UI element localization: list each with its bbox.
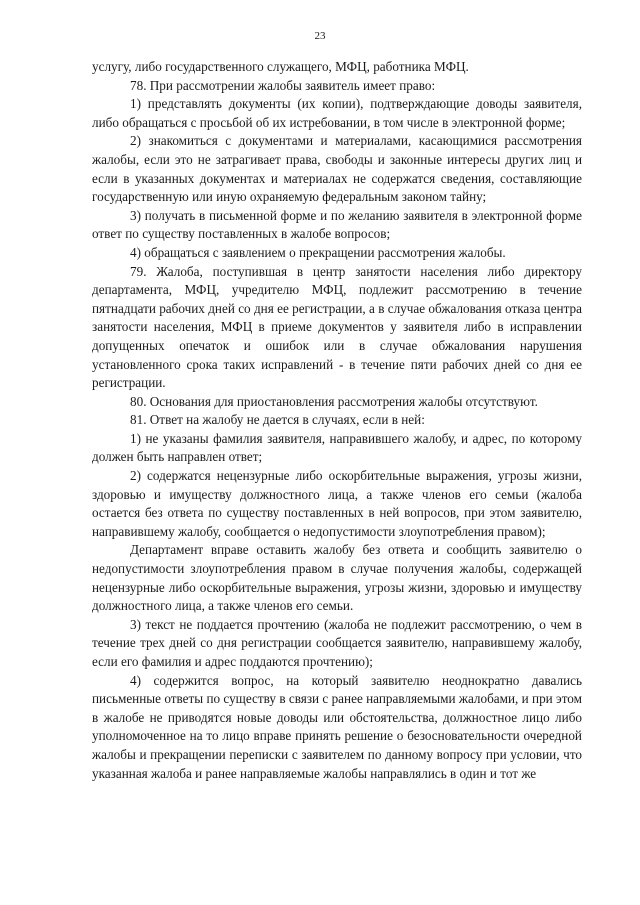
page-number: 23 bbox=[314, 30, 326, 42]
paragraph-78-item-4: 4) обращаться с заявлением о прекращении рассмотрения жалобы. bbox=[130, 244, 506, 260]
paragraph-78-item-3: 3) получать в письменной форме и по желанию заявителя в электронной форме ответ по существу поставленных в жалобе вопросов; bbox=[92, 207, 582, 242]
paragraph-78-item-1: 1) представлять документы (их копии), подтверждающие доводы заявителя, либо обращаться с просьбой об их истребовании, в том числе в электронной форме; bbox=[92, 96, 582, 130]
paragraph-81-item-3: 3) текст не поддается прочтению (жалоба не подлежит рассмотрению, о чем в течение трех дней со дня регистрации сообщается заявителю, направившему жалобу, если его фамилия и адрес поддаются прочтению); bbox=[92, 616, 582, 669]
paragraph-81-heading: 81. Ответ на жалобу не дается в случаях, если в ней: bbox=[130, 412, 425, 428]
paragraph-continuation: услугу, либо государственного служащего, МФЦ, работника МФЦ. bbox=[92, 59, 469, 74]
paragraph-81-item-2: 2) содержатся нецензурные либо оскорбительные выражения, угрозы жизни, здоровью и имуществу должностного лица, а также членов его семьи (жалоба остается без ответа по существу поставленных в ней вопросов, при этом заявителю, направившему жалобу, сообщается о недопустимости злоупотребления правом); bbox=[92, 468, 582, 539]
paragraph-80: 80. Основания для приостановления рассмотрения жалобы отсутствуют. bbox=[130, 393, 538, 409]
paragraph-81-item-4: 4) содержится вопрос, на который заявителю неоднократно давались письменные ответы по существу в связи с ранее направляемыми жалобами, и при этом в жалобе не приводятся новые доводы или обстоятельства, должностное лицо либо уполномоченное на то лицо вправе принять решение о безосновательности очередной жалобы и прекращении переписки с заявителем по данному вопросу при условии, что указанная жалоба и ранее направляемые жалобы направлялись в один и тот же bbox=[92, 672, 582, 781]
paragraph-78-item-2: 2) знакомиться с документами и материалами, касающимися рассмотрения жалобы, если это не затрагивает права, свободы и законные интересы других лиц и если в указанных документах и материалах не содержатся сведения, составляющие государственную или иную охраняемую федеральным законом тайну; bbox=[92, 133, 582, 205]
paragraph-81-item-1: 1) не указаны фамилия заявителя, направившего жалобу, и адрес, по которому должен быть направлен ответ; bbox=[92, 430, 582, 465]
paragraph-78-heading: 78. При рассмотрении жалобы заявитель имеет право: bbox=[130, 77, 436, 93]
document-body bbox=[92, 58, 582, 783]
paragraph-81-department-note: Департамент вправе оставить жалобу без ответа и сообщить заявителю о недопустимости злоупотребления правом в случае получения жалобы, содержащей нецензурные либо оскорбительные выражения, угрозы жизни, здоровью и имуществу должностного лица, а также членов его семьи. bbox=[92, 542, 582, 614]
paragraph-79: 79. Жалоба, поступившая в центр занятости населения либо директору департамента, МФЦ, учредителю МФЦ, подлежит рассмотрению в течение пятнадцати рабочих дней со дня ее регистрации, а в случае обжалования отказа центра занятости населения, МФЦ в приеме документов у заявителя либо в исправлении допущенных опечаток и ошибок или в случае обжалования нарушения установленного срока таких исправлений - в течение пяти рабочих дней со дня ее регистрации. bbox=[92, 263, 582, 391]
